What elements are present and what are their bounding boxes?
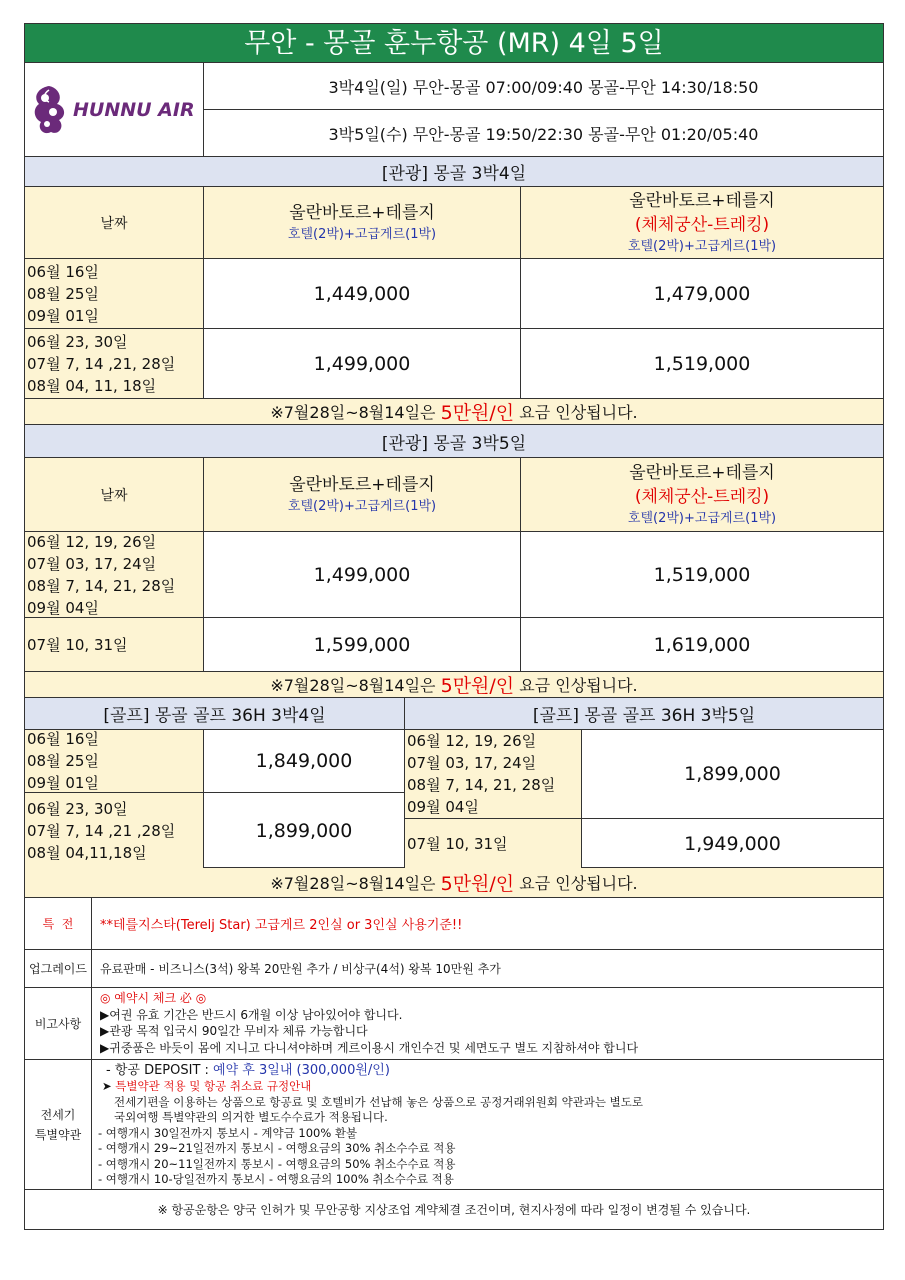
- charter-label: 전세기 특별약관: [34, 1107, 82, 1142]
- upgrade-text: 유료판매 - 비즈니스(3석) 왕복 20만원 추가 / 비상구(4석) 왕복 10만원 추가: [91, 950, 883, 987]
- price-increase-note: ※7월28일~8월14일은 5만원/인 요금 인상됩니다.: [24, 672, 884, 698]
- deposit-line: - 항공 DEPOSIT : 예약 후 3일내 (300,000원/인): [106, 1063, 390, 1078]
- col2-sub: 호텔(2박)+고급게르(1박): [627, 510, 777, 526]
- table-row: [24, 329, 884, 399]
- cancel-rule: - 여행개시 20~11일전까지 통보시 - 여행요금의 50% 취소수수료 적용: [98, 1156, 456, 1171]
- date-item: 08월 25일: [27, 752, 99, 770]
- price-cell: 1,619,000: [520, 618, 883, 671]
- tour4-col1-header: [203, 187, 520, 258]
- col2-name: 울란바토르+테를지: [629, 190, 775, 211]
- tour4-col2-header: [520, 187, 883, 258]
- remarks-content: [91, 988, 883, 1059]
- cancel-rule: - 여행개시 30일전까지 통보시 - 계약금 100% 환불: [98, 1125, 358, 1140]
- price-cell: 1,849,000: [203, 730, 404, 792]
- date-item: 06월 16일: [27, 730, 99, 748]
- date-item: 09월 01일: [27, 306, 99, 325]
- price-cell: 1,519,000: [520, 532, 883, 617]
- policy-text: 전세기편을 이용하는 상품으로 항공료 및 호텔비가 선납해 놓은 상품으로 공정거래위원회 약관과는 별도로: [114, 1094, 644, 1109]
- table-row: [24, 259, 884, 329]
- date-item: 06월 23, 30일: [27, 332, 128, 351]
- price-cell: 1,899,000: [581, 730, 883, 818]
- col2-sub: 호텔(2박)+고급게르(1박): [627, 238, 777, 254]
- remarks-line: ▶귀중품은 바듯이 몸에 지니고 다니셔야하며 게르이용시 개인수건 및 세면도구 별도 지참하셔야 합니다: [100, 1040, 639, 1055]
- charter-row: [24, 1060, 884, 1190]
- price-increase-note: ※7월28일~8월14일은 5만원/인 요금 인상됩니다.: [24, 868, 884, 898]
- col2-extra: (체체궁산-트레킹): [634, 214, 770, 235]
- date-item: 09월 01일: [27, 774, 99, 792]
- col1-name: 울란바토르+테를지: [289, 202, 435, 223]
- table-row: [24, 532, 884, 618]
- section-tour-5days: [관광] 몽골 3박5일: [24, 425, 884, 458]
- upgrade-row: [24, 950, 884, 988]
- remarks-check: ◎ 예약시 체크 必 ◎: [100, 991, 207, 1005]
- section-golf-4days: [골프] 몽골 골프 36H 3박4일: [25, 698, 404, 729]
- date-list: [405, 819, 581, 868]
- date-list: [405, 730, 581, 818]
- policy-text: 국외여행 특별약관의 의거한 별도수수료가 적용됩니다.: [114, 1110, 388, 1124]
- date-header: 날짜: [100, 487, 128, 504]
- date-list: [25, 618, 203, 671]
- cancel-rule: - 여행개시 10-당일전까지 통보시 - 여행요금의 100% 취소수수료 적용: [98, 1172, 454, 1186]
- section-tour-4days: [관광] 몽골 3박4일: [24, 157, 884, 187]
- date-list: [25, 730, 203, 792]
- tour5-col1-header: [203, 458, 520, 531]
- date-item: 06월 12, 19, 26일: [27, 532, 157, 551]
- hunnu-air-emblem-icon: [29, 82, 69, 138]
- golf-left: [25, 730, 404, 867]
- remarks-line: ▶여권 유효 기간은 반드시 6개월 이상 남아있어야 합니다.: [100, 1007, 403, 1022]
- special-label: 특 전: [42, 917, 74, 931]
- upgrade-label: 업그레이드: [29, 962, 87, 976]
- date-item: 08월 7, 14, 21, 28일: [27, 576, 176, 595]
- page-title: 무안 - 몽골 훈누항공 (MR) 4일 5일: [24, 23, 884, 63]
- remarks-row: [24, 988, 884, 1060]
- col2-extra: (체체궁산-트레킹): [634, 486, 770, 507]
- price-cell: 1,499,000: [203, 532, 520, 617]
- date-item: 06월 23, 30일: [27, 799, 128, 818]
- cursor-icon: ➤: [102, 1079, 112, 1093]
- special-row: [24, 898, 884, 950]
- date-item: 07월 03, 17, 24일: [27, 554, 157, 573]
- golf-right: [404, 730, 883, 867]
- section-golf-5days: [골프] 몽골 골프 36H 3박5일: [404, 698, 883, 729]
- remarks-line: ▶관광 목적 입국시 90일간 무비자 체류 가능합니다: [100, 1024, 368, 1038]
- col1-sub: 호텔(2박)+고급게르(1박): [287, 498, 437, 514]
- footer-note: ※ 항공운항은 양국 인허가 및 무안공항 지상조업 계약체결 조건이며, 현지사정에 따라 일정이 변경될 수 있습니다.: [24, 1190, 884, 1230]
- date-list: [25, 793, 203, 868]
- table-row: [405, 730, 883, 818]
- date-item: 08월 7, 14, 21, 28일: [407, 776, 556, 794]
- date-item: 07월 7, 14 ,21, 28일: [27, 354, 176, 373]
- golf-sections: [24, 698, 884, 730]
- logo-text: HUNNU AIR: [73, 98, 195, 121]
- date-item: 08월 04, 11, 18일: [27, 376, 157, 395]
- date-list: [25, 329, 203, 398]
- col2-name: 울란바토르+테를지: [629, 462, 775, 483]
- table-row: [25, 730, 404, 792]
- col1-sub: 호텔(2박)+고급게르(1박): [287, 226, 437, 242]
- price-cell: 1,519,000: [520, 329, 883, 398]
- date-item: 09월 04일: [407, 798, 479, 816]
- airline-logo: [25, 63, 203, 156]
- tour5-col2-header: [520, 458, 883, 531]
- col1-name: 울란바토르+테를지: [289, 474, 435, 495]
- tour5-header: [24, 458, 884, 532]
- price-cell: 1,599,000: [203, 618, 520, 671]
- policy-title: ➤ 특별약관 적용 및 항공 취소료 규정안내: [102, 1079, 312, 1093]
- date-list: [25, 532, 203, 617]
- date-header: 날짜: [100, 215, 128, 232]
- price-sheet: [24, 23, 884, 1230]
- price-cell: 1,899,000: [203, 793, 404, 868]
- schedule-block: [24, 63, 884, 157]
- price-increase-note: ※7월28일~8월14일은 5만원/인 요금 인상됩니다.: [24, 399, 884, 425]
- price-cell: 1,949,000: [581, 819, 883, 868]
- price-cell: 1,499,000: [203, 329, 520, 398]
- special-text: **테를지스타(Terelj Star) 고급게르 2인실 or 3인실 사용기준!!: [91, 898, 883, 949]
- schedule-5days: 3박5일(수) 무안-몽골 19:50/22:30 몽골-무안 01:20/05:40: [204, 109, 883, 157]
- remarks-label: 비고사항: [34, 1017, 82, 1031]
- table-row: [405, 818, 883, 868]
- date-item: 07월 10, 31일: [407, 834, 508, 853]
- table-row: [24, 618, 884, 672]
- price-cell: 1,449,000: [203, 259, 520, 328]
- schedule-4days: 3박4일(일) 무안-몽골 07:00/09:40 몽골-무안 14:30/18:50: [328, 77, 759, 97]
- date-item: 08월 04,11,18일: [27, 843, 147, 862]
- date-item: 07월 03, 17, 24일: [407, 754, 537, 772]
- date-item: 06월 16일: [27, 262, 99, 281]
- date-item: 06월 12, 19, 26일: [407, 732, 537, 750]
- date-item: 07월 10, 31일: [27, 635, 128, 654]
- golf-table: [24, 730, 884, 868]
- charter-content: [91, 1060, 883, 1189]
- price-cell: 1,479,000: [520, 259, 883, 328]
- cancel-rule: - 여행개시 29~21일전까지 통보시 - 여행요금의 30% 취소수수료 적용: [98, 1141, 456, 1155]
- date-item: 07월 7, 14 ,21 ,28일: [27, 821, 176, 840]
- date-list: [25, 259, 203, 328]
- tour4-header: [24, 187, 884, 259]
- table-row: [25, 792, 404, 868]
- date-item: 09월 04일: [27, 598, 99, 617]
- date-item: 08월 25일: [27, 284, 99, 303]
